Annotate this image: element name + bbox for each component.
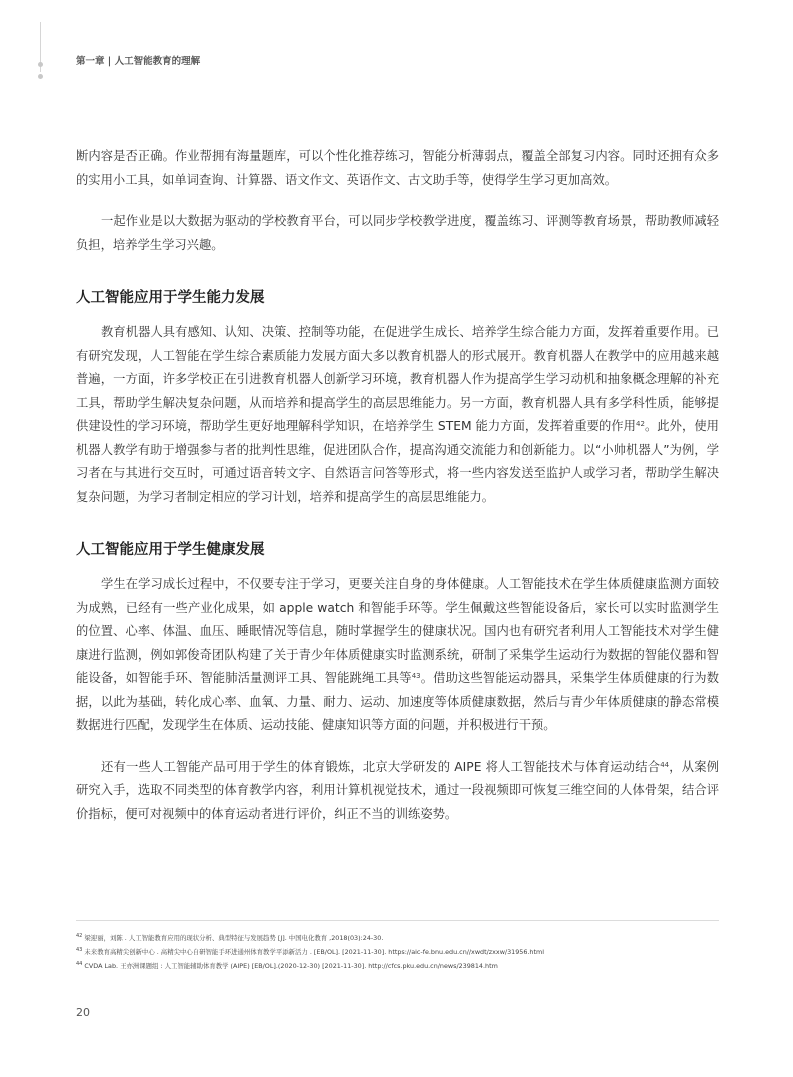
footnote (76, 931, 719, 945)
footnote-number: 44 (76, 961, 83, 967)
decorative-dot (38, 62, 43, 67)
section-heading: 人工智能应用于学生健康发展 (76, 542, 265, 558)
footnote-number: 42 (76, 933, 83, 939)
running-header: 第一章 | 人工智能教育的理解 (76, 56, 201, 67)
paragraph: 一起作业是以大数据为驱动的学校教育平台，可以同步学校教学进度，覆盖练习、评测等教育场景，帮助教师减轻负担，培养学生学习兴趣。 (76, 214, 719, 252)
paragraph-text: 。此外，使用机器人教学有助于增强参与者的批判性思维，促进团队合作，提高沟通交流能力和创新能力。以“小帅机器人”为例，学习者在与其进行交互时，可通过语音转文字、自然语言问答等形式，将一些内容发送至监护人或学习者，帮助学生解决复杂问题，为学习者制定相应的学习计划，培养和提高学生的高层思维能力。 (76, 419, 719, 504)
footnote-text: 未来教育高精尖创新中心 . 高精尖中心自研智能手环进通州体育教学平添新活力 . [EB/OL]. [2021-11-30]. https://aic-fe.bnu.edu.cn//xwdt/zxxw/31956.html (84, 948, 544, 956)
footnote (76, 959, 719, 973)
paragraph (76, 756, 719, 827)
footnote-number: 43 (76, 947, 83, 953)
page-number: 20 (76, 1006, 90, 1019)
paragraph-text: 学生在学习成长过程中，不仅要专注于学习，更要关注自身的身体健康。人工智能技术在学生体质健康监测方面较为成熟，已经有一些产业化成果，如 apple watch 和智能手环等。学生佩戴这些智能设备后，家长可以实时监测学生的位置、心率、体温、血压、睡眠情况等信息，随时掌握学生的健康状况。国内也有研究者利用人工智能技术对学生健康进行监测，例如郭俊奇团队构建了关于青少年体质健康实时监测系统，研制了采集学生运动行为数据的智能仪器和智能设备，如智能手环、智能肺活量测评工具、智能跳绳工具等 (76, 577, 719, 685)
footnote (76, 945, 719, 959)
footnote-ref: 44 (660, 760, 670, 769)
footnote-ref: 43 (411, 672, 421, 680)
paragraph: 断内容是否正确。作业帮拥有海量题库，可以个性化推荐练习，智能分析薄弱点，覆盖全部复习内容。同时还拥有众多的实用小工具，如单词查询、计算器、语文作文、英语作文、古文助手等，使得学生学习更加高效。 (76, 149, 719, 187)
paragraph-text: 还有一些人工智能产品可用于学生的体育锻炼，北京大学研发的 AIPE 将人工智能技术与体育运动结合 (101, 759, 661, 774)
paragraph (76, 573, 719, 738)
footnotes (76, 920, 719, 973)
paragraph (76, 321, 719, 509)
section-heading: 人工智能应用于学生能力发展 (76, 290, 265, 306)
footnote-text: CVDA Lab. 王亦洲课题组 : 人工智能辅助体育教学 (AIPE) [EB/OL].(2020-12-30) [2021-11-30]. http://cfcs.pku.edu.cn/news/239814.htm (84, 962, 498, 970)
paragraph-text: 教育机器人具有感知、认知、决策、控制等功能，在促进学生成长、培养学生综合能力方面，发挥着重要作用。已有研究发现，人工智能在学生综合素质能力发展方面大多以教育机器人的形式展开。教育机器人在教学中的应用越来越普遍，一方面，许多学校正在引进教育机器人创新学习环境，教育机器人作为提高学生学习动机和抽象概念理解的补充工具，帮助学生解决复杂问题，从而培养和提高学生的高层思维能力。另一方面，教育机器人具有多学科性质，能够提供建设性的学习环境，帮助学生更好地理解科学知识，在培养学生 STEM 能力方面，发挥着重要的作用 (76, 325, 719, 433)
decorative-dot (38, 74, 43, 79)
paragraph-text: ，从案例研究入手，选取不同类型的体育教学内容，利用计算机视觉技术，通过一段视频即可恢复三维空间的人体骨架，结合评价指标，便可对视频中的体育运动者进行评价，纠正不当的训练姿势。 (76, 759, 719, 821)
main-content (76, 145, 719, 826)
footnote-text: 梁迎丽，刘陈 . 人工智能教育应用的现状分析、典型特征与发展趋势 [J]. 中国电化教育 ,2018(03):24-30. (84, 934, 384, 942)
paragraph-text: 。借助这些智能运动器具，采集学生体质健康的行为数据，以此为基础，转化成心率、血氧、力量、耐力、运动、加速度等体质健康数据，然后与青少年体质健康的静态常模数据进行匹配，发现学生在体质、运动技能、健康知识等方面的问题，并积极进行干预。 (76, 671, 719, 732)
footnote-ref: 42 (636, 420, 645, 428)
